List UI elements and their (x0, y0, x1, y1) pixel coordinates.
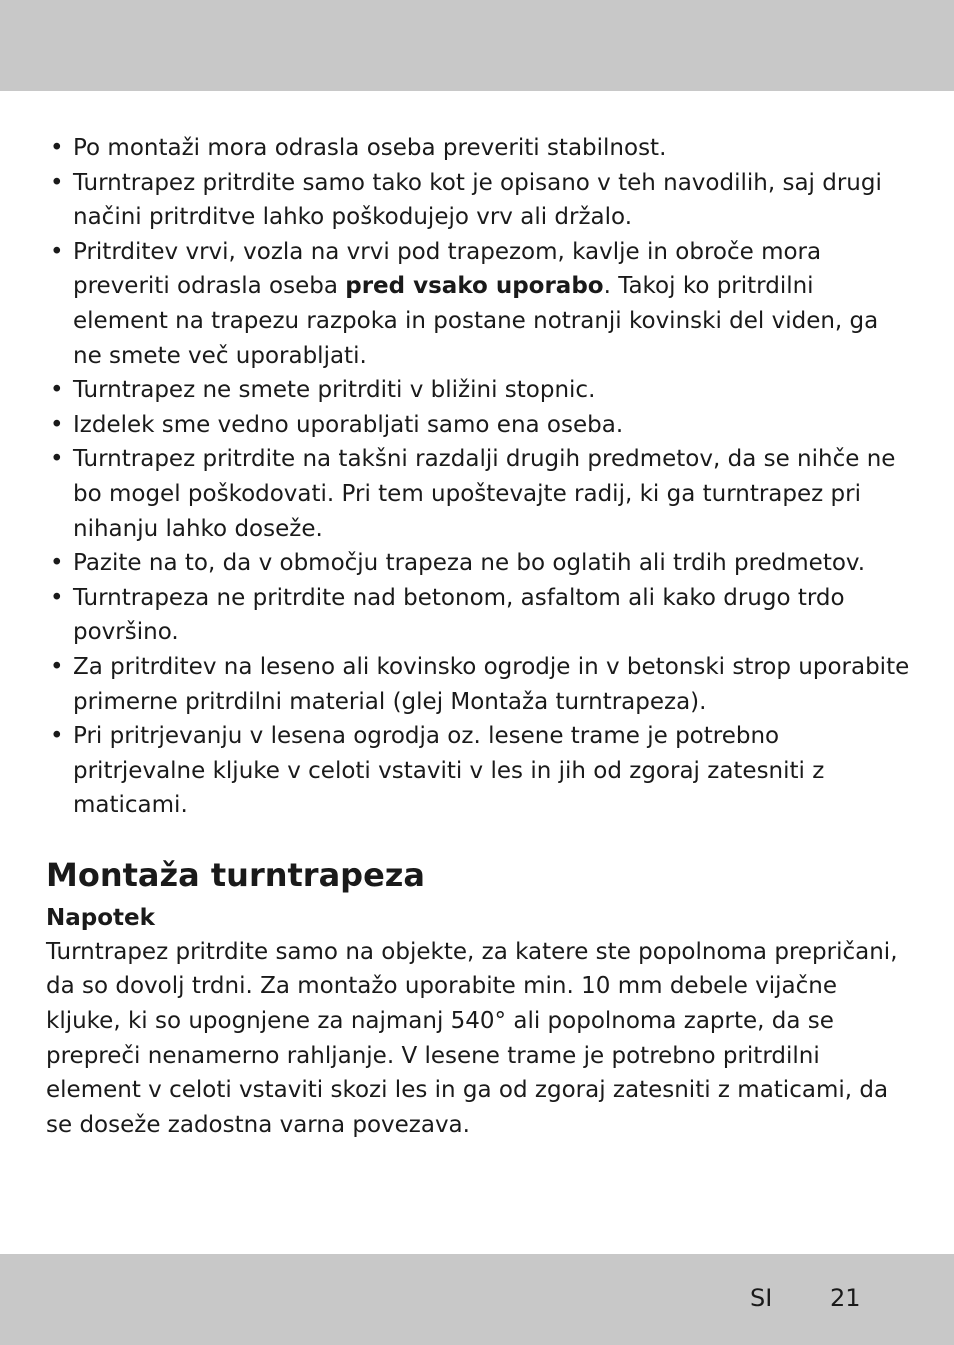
warning-item (46, 131, 910, 166)
page-number: 21 (830, 1284, 861, 1312)
warning-emphasis: pred vsako uporabo (345, 273, 604, 300)
warning-item (46, 650, 910, 719)
header-band (0, 0, 954, 91)
warning-text: Turntrapez ne smete pritrditi v bližini stopnic. (73, 377, 596, 404)
warning-item (46, 581, 910, 650)
warning-text: Izdelek sme vedno uporabljati samo ena oseba. (73, 411, 624, 438)
warning-item (46, 719, 910, 823)
section-title: Montaža turntrapeza (46, 855, 425, 894)
footer-language-code: SI (750, 1284, 773, 1312)
warning-item (46, 408, 910, 443)
warning-item (46, 235, 910, 373)
safety-warning-list (46, 131, 910, 823)
warning-item (46, 373, 910, 408)
warning-item (46, 166, 910, 235)
warning-text: Po montaži mora odrasla oseba preveriti stabilnost. (73, 135, 667, 161)
warning-text: Pazite na to, da v območju trapeza ne bo oglatih ali trdih predmetov. (73, 550, 866, 577)
warning-text: Pri pritrjevanju v lesena ogrodja oz. lesene trame je potrebno pritrjevalne kljuke v celoti vstaviti v les in jih od zgoraj zatesniti z maticami. (73, 723, 825, 819)
note-text: Turntrapez pritrdite samo na objekte, za katere ste popolnoma prepričani, da so dovolj trdni. Za montažo uporabite min. 10 mm debele vijačne kljuke, ki so upognjene za najmanj 540° ali popolnoma zaprte, da se prepreči nenamerno rahljanje. V lesene trame je potrebno pritrdilni element v celoti vstaviti skozi les in ga od zgoraj zatesniti z maticami, da se doseže zadostna varna povezava. (46, 938, 898, 1138)
warning-text-before: Pritrditev vrvi, vozla na vrvi pod trapezom, kavlje in obroče mora preveriti odrasla oseba (73, 238, 822, 300)
footer-band (0, 1254, 954, 1345)
warning-text: Turntrapez pritrdite na takšni razdalji drugih predmetov, da se nihče ne bo mogel poškodovati. Pri tem upoštevajte radij, ki ga turntrapez pri nihanju lahko doseže. (73, 446, 896, 542)
warning-item (46, 546, 910, 581)
warning-item (46, 442, 910, 546)
page-content (46, 131, 910, 1142)
note-title: Napotek (46, 904, 155, 931)
warning-text: Turntrapeza ne pritrdite nad betonom, asfaltom ali kako drugo trdo površino. (73, 584, 845, 646)
warning-text: Za pritrditev na leseno ali kovinsko ogrodje in v betonski strop uporabite primerne pritrdilni material (glej Montaža turntrapeza). (73, 653, 910, 715)
warning-text: Turntrapez pritrdite samo tako kot je opisano v teh navodilih, saj drugi načini pritrditve lahko poškodujejo vrv ali držalo. (73, 169, 882, 231)
warning-text-after: . Takoj ko pritrdilni element na trapezu razpoka in postane notranji kovinski del viden, ga ne smete več uporabljati. (73, 273, 879, 369)
